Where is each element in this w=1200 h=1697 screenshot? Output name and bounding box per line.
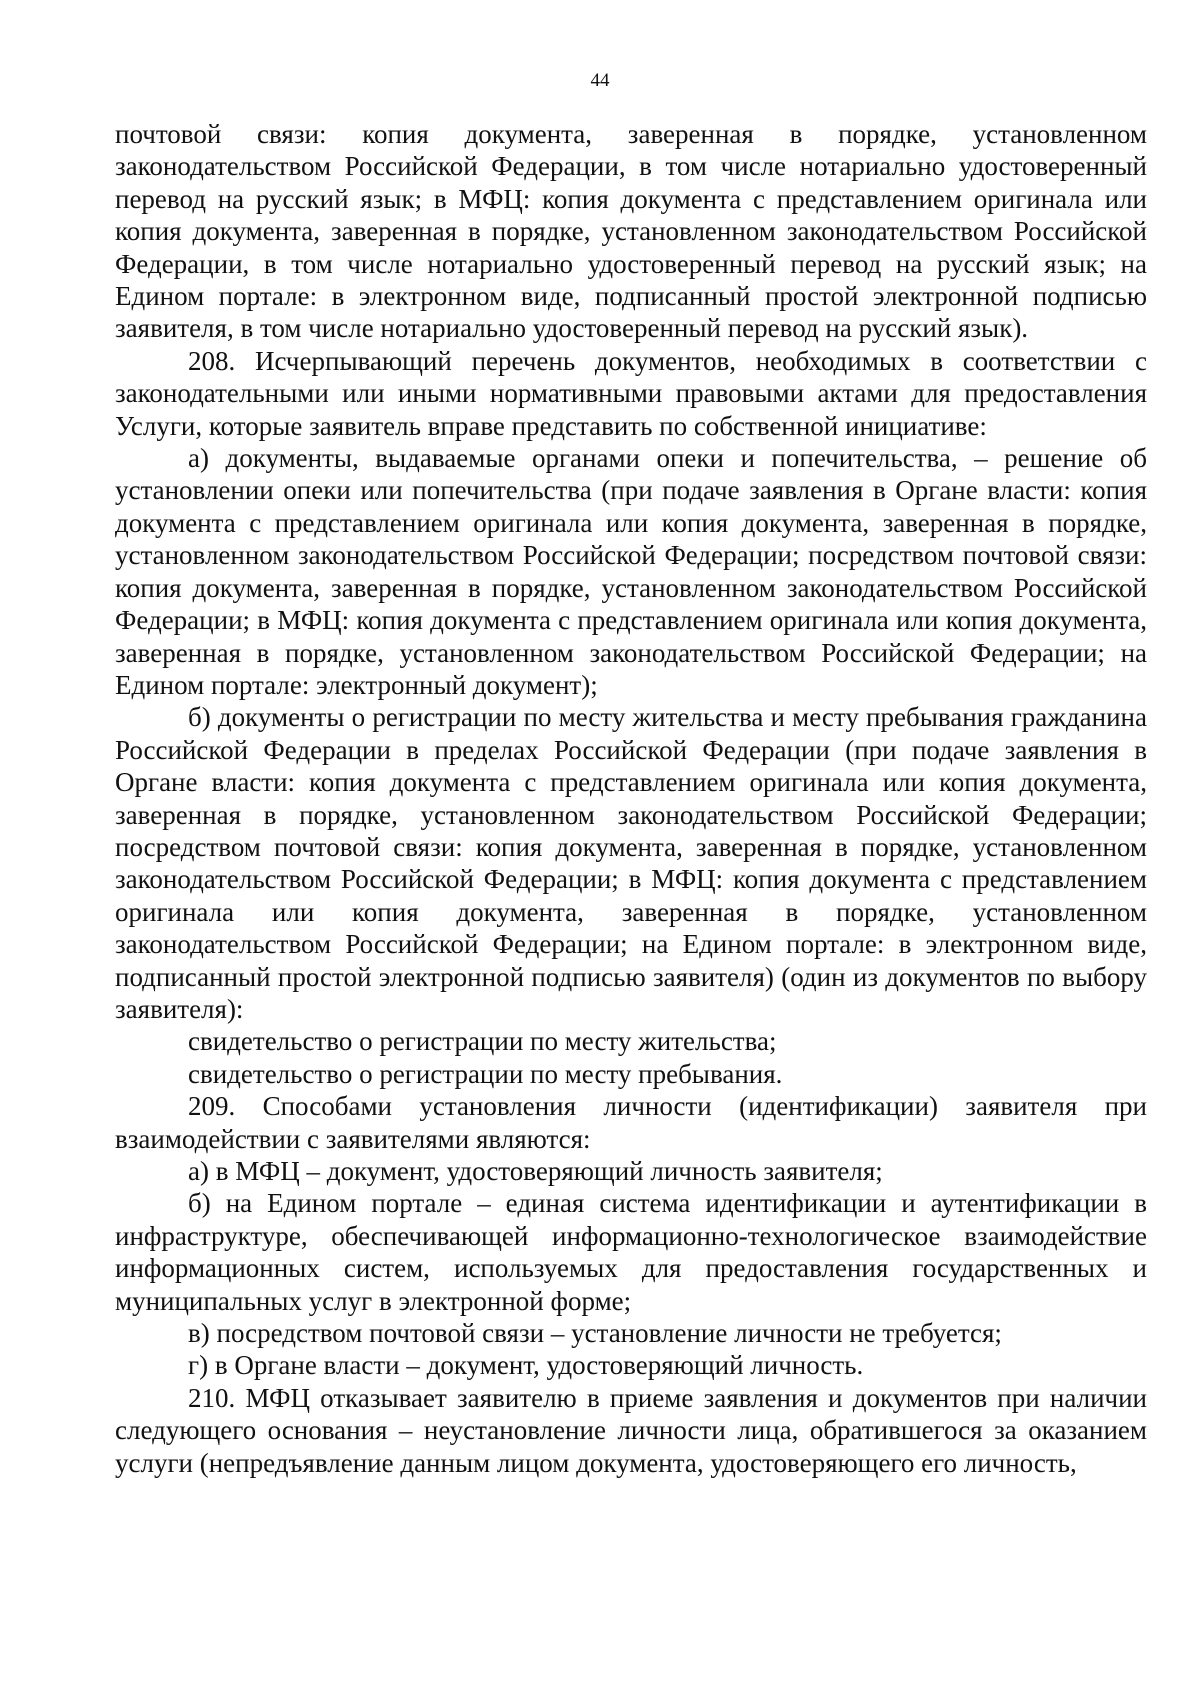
paragraph-209-g: г) в Органе власти – документ, удостоверяющий личность. — [188, 1350, 864, 1381]
page-number: 44 — [590, 70, 610, 91]
list-item-residence-certificate: свидетельство о регистрации по месту жительства; — [188, 1026, 777, 1057]
document-body — [115, 118, 1147, 1479]
list-item-stay-certificate: свидетельство о регистрации по месту пребывания. — [188, 1058, 783, 1089]
paragraph-208: 208. Исчерпывающий перечень документов, необходимых в соответствии с законодательными или иными нормативными правовыми актами для предоставления Услуги, которые заявитель вправе представить по собственной инициативе: — [115, 345, 1147, 441]
paragraph-209: 209. Способами установления личности (идентификации) заявителя при взаимодействии с заявителями являются: — [115, 1091, 1147, 1154]
paragraph-continuation: почтовой связи: копия документа, заверенная в порядке, установленном законодательством Российской Федерации, в том числе нотариально удостоверенный перевод на русский язык; в МФЦ: копия документа с представлением оригинала или копия документа, заверенная в порядке, установленном законодательством Российской Федерации, в том числе нотариально удостоверенный перевод на русский язык; на Едином портале: в электронном виде, подписанный простой электронной подписью заявителя, в том числе нотариально удостоверенный перевод на русский язык). — [115, 119, 1147, 344]
paragraph-208-a: а) документы, выдаваемые органами опеки и попечительства, – решение об установлении опеки или попечительства (при подаче заявления в Органе власти: копия документа с представлением оригинала или копия документа, заверенная в порядке, установленном законодательством Российской Федерации; посредством почтовой связи: копия документа, заверенная в порядке, установленном законодательством Российской Федерации; в МФЦ: копия документа с представлением оригинала или копия документа, заверенная в порядке, установленном законодательством Российской Федерации; на Едином портале: электронный документ); — [115, 443, 1147, 700]
paragraph-209-v: в) посредством почтовой связи – установление личности не требуется; — [188, 1318, 1002, 1349]
paragraph-209-b: б) на Едином портале – единая система идентификации и аутентификации в инфраструктуре, обеспечивающей информационно-технологическое взаимодействие информационных систем, используемых для предоставления государственных и муниципальных услуг в электронной форме; — [115, 1188, 1147, 1316]
paragraph-208-b: б) документы о регистрации по месту жительства и месту пребывания гражданина Российской Федерации в пределах Российской Федерации (при подаче заявления в Органе власти: копия документа с представлением оригинала или копия документа, заверенная в порядке, установленном законодательством Российской Федерации; посредством почтовой связи: копия документа, заверенная в порядке, установленном законодательством Российской Федерации; в МФЦ: копия документа с представлением оригинала или копия документа, заверенная в порядке, установленном законодательством Российской Федерации; на Едином портале: в электронном виде, подписанный простой электронной подписью заявителя) (один из документов по выбору заявителя): — [115, 702, 1147, 1024]
paragraph-209-a: а) в МФЦ – документ, удостоверяющий личность заявителя; — [188, 1156, 883, 1186]
paragraph-210: 210. МФЦ отказывает заявителю в приеме заявления и документов при наличии следующего основания – неустановление личности лица, обратившегося за оказанием услуги (непредъявление данным лицом документа, удостоверяющего его личность, — [115, 1382, 1147, 1478]
